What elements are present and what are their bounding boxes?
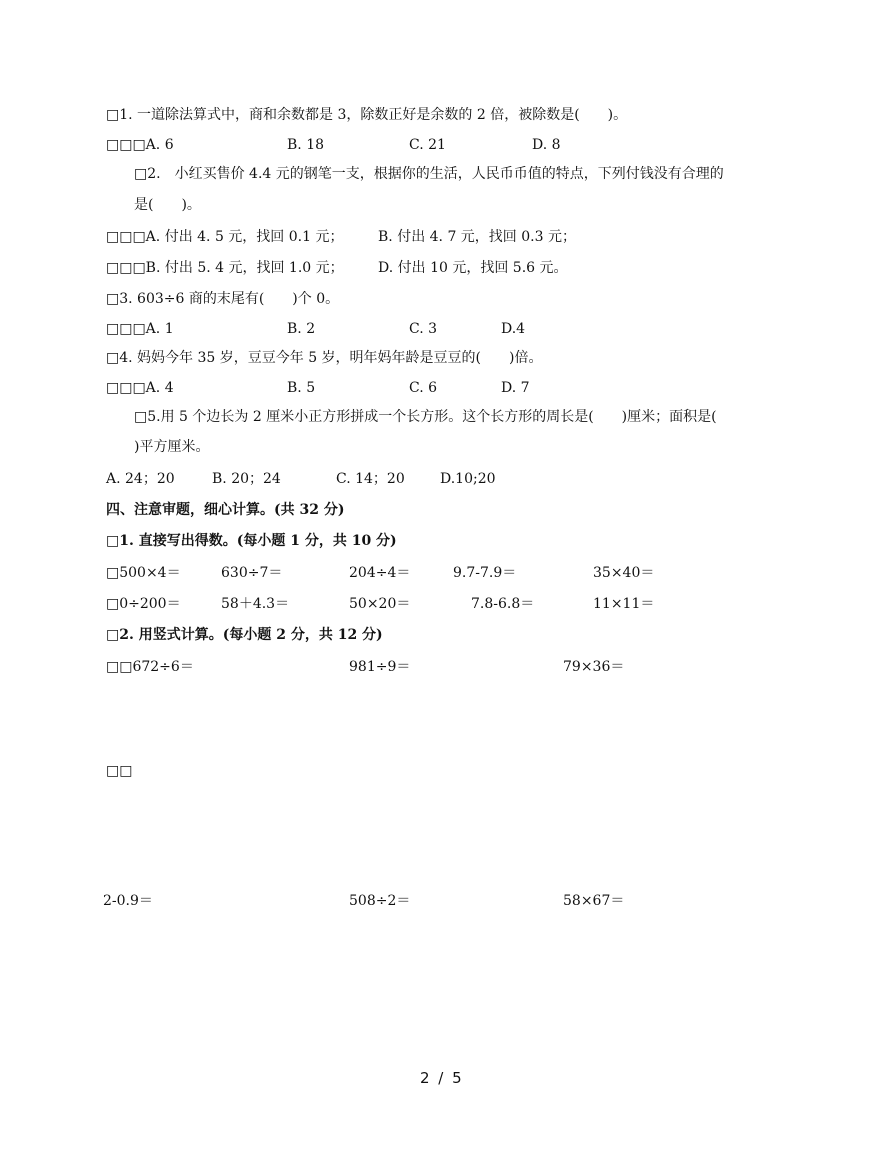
question-5-stem-cont: )平方厘米。 [134,439,210,455]
q3-option-d: D.4 [501,321,526,337]
calc-r1-c4: 9.7-7.9＝ [453,565,517,581]
calc-r1-c5: 35×40＝ [593,565,655,581]
q4-option-b: B. 5 [287,380,316,396]
calc-r2-c3: 50×20＝ [349,596,411,612]
page-number: 2 / 5 [420,1069,464,1087]
vertical-calc-2: 981÷9＝ [349,659,411,675]
question-4-stem: □4. 妈妈今年 35 岁，豆豆今年 5 岁，明年妈年龄是豆豆的( )倍。 [106,350,543,366]
q2-option-b: B. 付出 4. 7 元，找回 0.3 元； [378,229,576,245]
q2-option-d: D. 付出 10 元，找回 5.6 元。 [378,260,568,276]
q1-option-b: B. 18 [287,137,325,153]
calc-r2-c2: 58＋4.3＝ [221,596,290,612]
q2-option-c: □□□B. 付出 5. 4 元，找回 1.0 元； [106,260,344,276]
q4-option-d: D. 7 [501,380,530,396]
vertical-calc-6: 58×67＝ [563,893,625,909]
vertical-calc-4: 2-0.9＝ [103,893,153,909]
q3-option-a: □□□A. 1 [106,321,174,337]
calc-r2-c5: 11×11＝ [593,596,655,612]
calc-r2-c4: 7.8-6.8＝ [471,596,535,612]
q1-option-a: □□□A. 6 [106,137,174,153]
calc-r2-c1: □0÷200＝ [106,596,181,612]
q3-option-c: C. 3 [409,321,438,337]
q4-option-c: C. 6 [409,380,438,396]
question-2-stem-cont: 是( )。 [134,197,201,213]
section-4-part-1-heading: □1. 直接写出得数。(每小题 1 分，共 10 分) [106,533,397,549]
section-4-title: 四、注意审题，细心计算。(共 32 分) [106,502,345,518]
q5-option-c: C. 14；20 [336,471,405,487]
calc-r1-c3: 204÷4＝ [349,565,411,581]
q3-option-b: B. 2 [287,321,316,337]
q5-option-b: B. 20；24 [212,471,281,487]
q5-option-a: A. 24；20 [106,471,175,487]
q4-option-a: □□□A. 4 [106,380,174,396]
question-5-stem: □5.用 5 个边长为 2 厘米小正方形拼成一个长方形。这个长方形的周长是( )厘米；面积是( [134,409,717,425]
question-1-stem: □1. 一道除法算式中，商和余数都是 3，除数正好是余数的 2 倍，被除数是( )。 [106,107,628,123]
vertical-calc-1: □□672÷6＝ [106,659,194,675]
q5-option-d: D.10;20 [440,471,496,487]
q2-option-a: □□□A. 付出 4. 5 元，找回 0.1 元； [106,229,344,245]
blank-marker: □□ [106,763,133,779]
question-3-stem: □3. 603÷6 商的末尾有( )个 0。 [106,291,340,307]
section-4-part-2-heading: □2. 用竖式计算。(每小题 2 分，共 12 分) [106,627,383,643]
calc-r1-c1: □500×4＝ [106,565,181,581]
q1-option-c: C. 21 [409,137,446,153]
q1-option-d: D. 8 [532,137,561,153]
vertical-calc-5: 508÷2＝ [349,893,411,909]
calc-r1-c2: 630÷7＝ [221,565,283,581]
question-2-stem: □2. 小红买售价 4.4 元的钢笔一支，根据你的生活，人民币币值的特点，下列付钱没有合理的 [134,166,724,182]
vertical-calc-3: 79×36＝ [563,659,625,675]
